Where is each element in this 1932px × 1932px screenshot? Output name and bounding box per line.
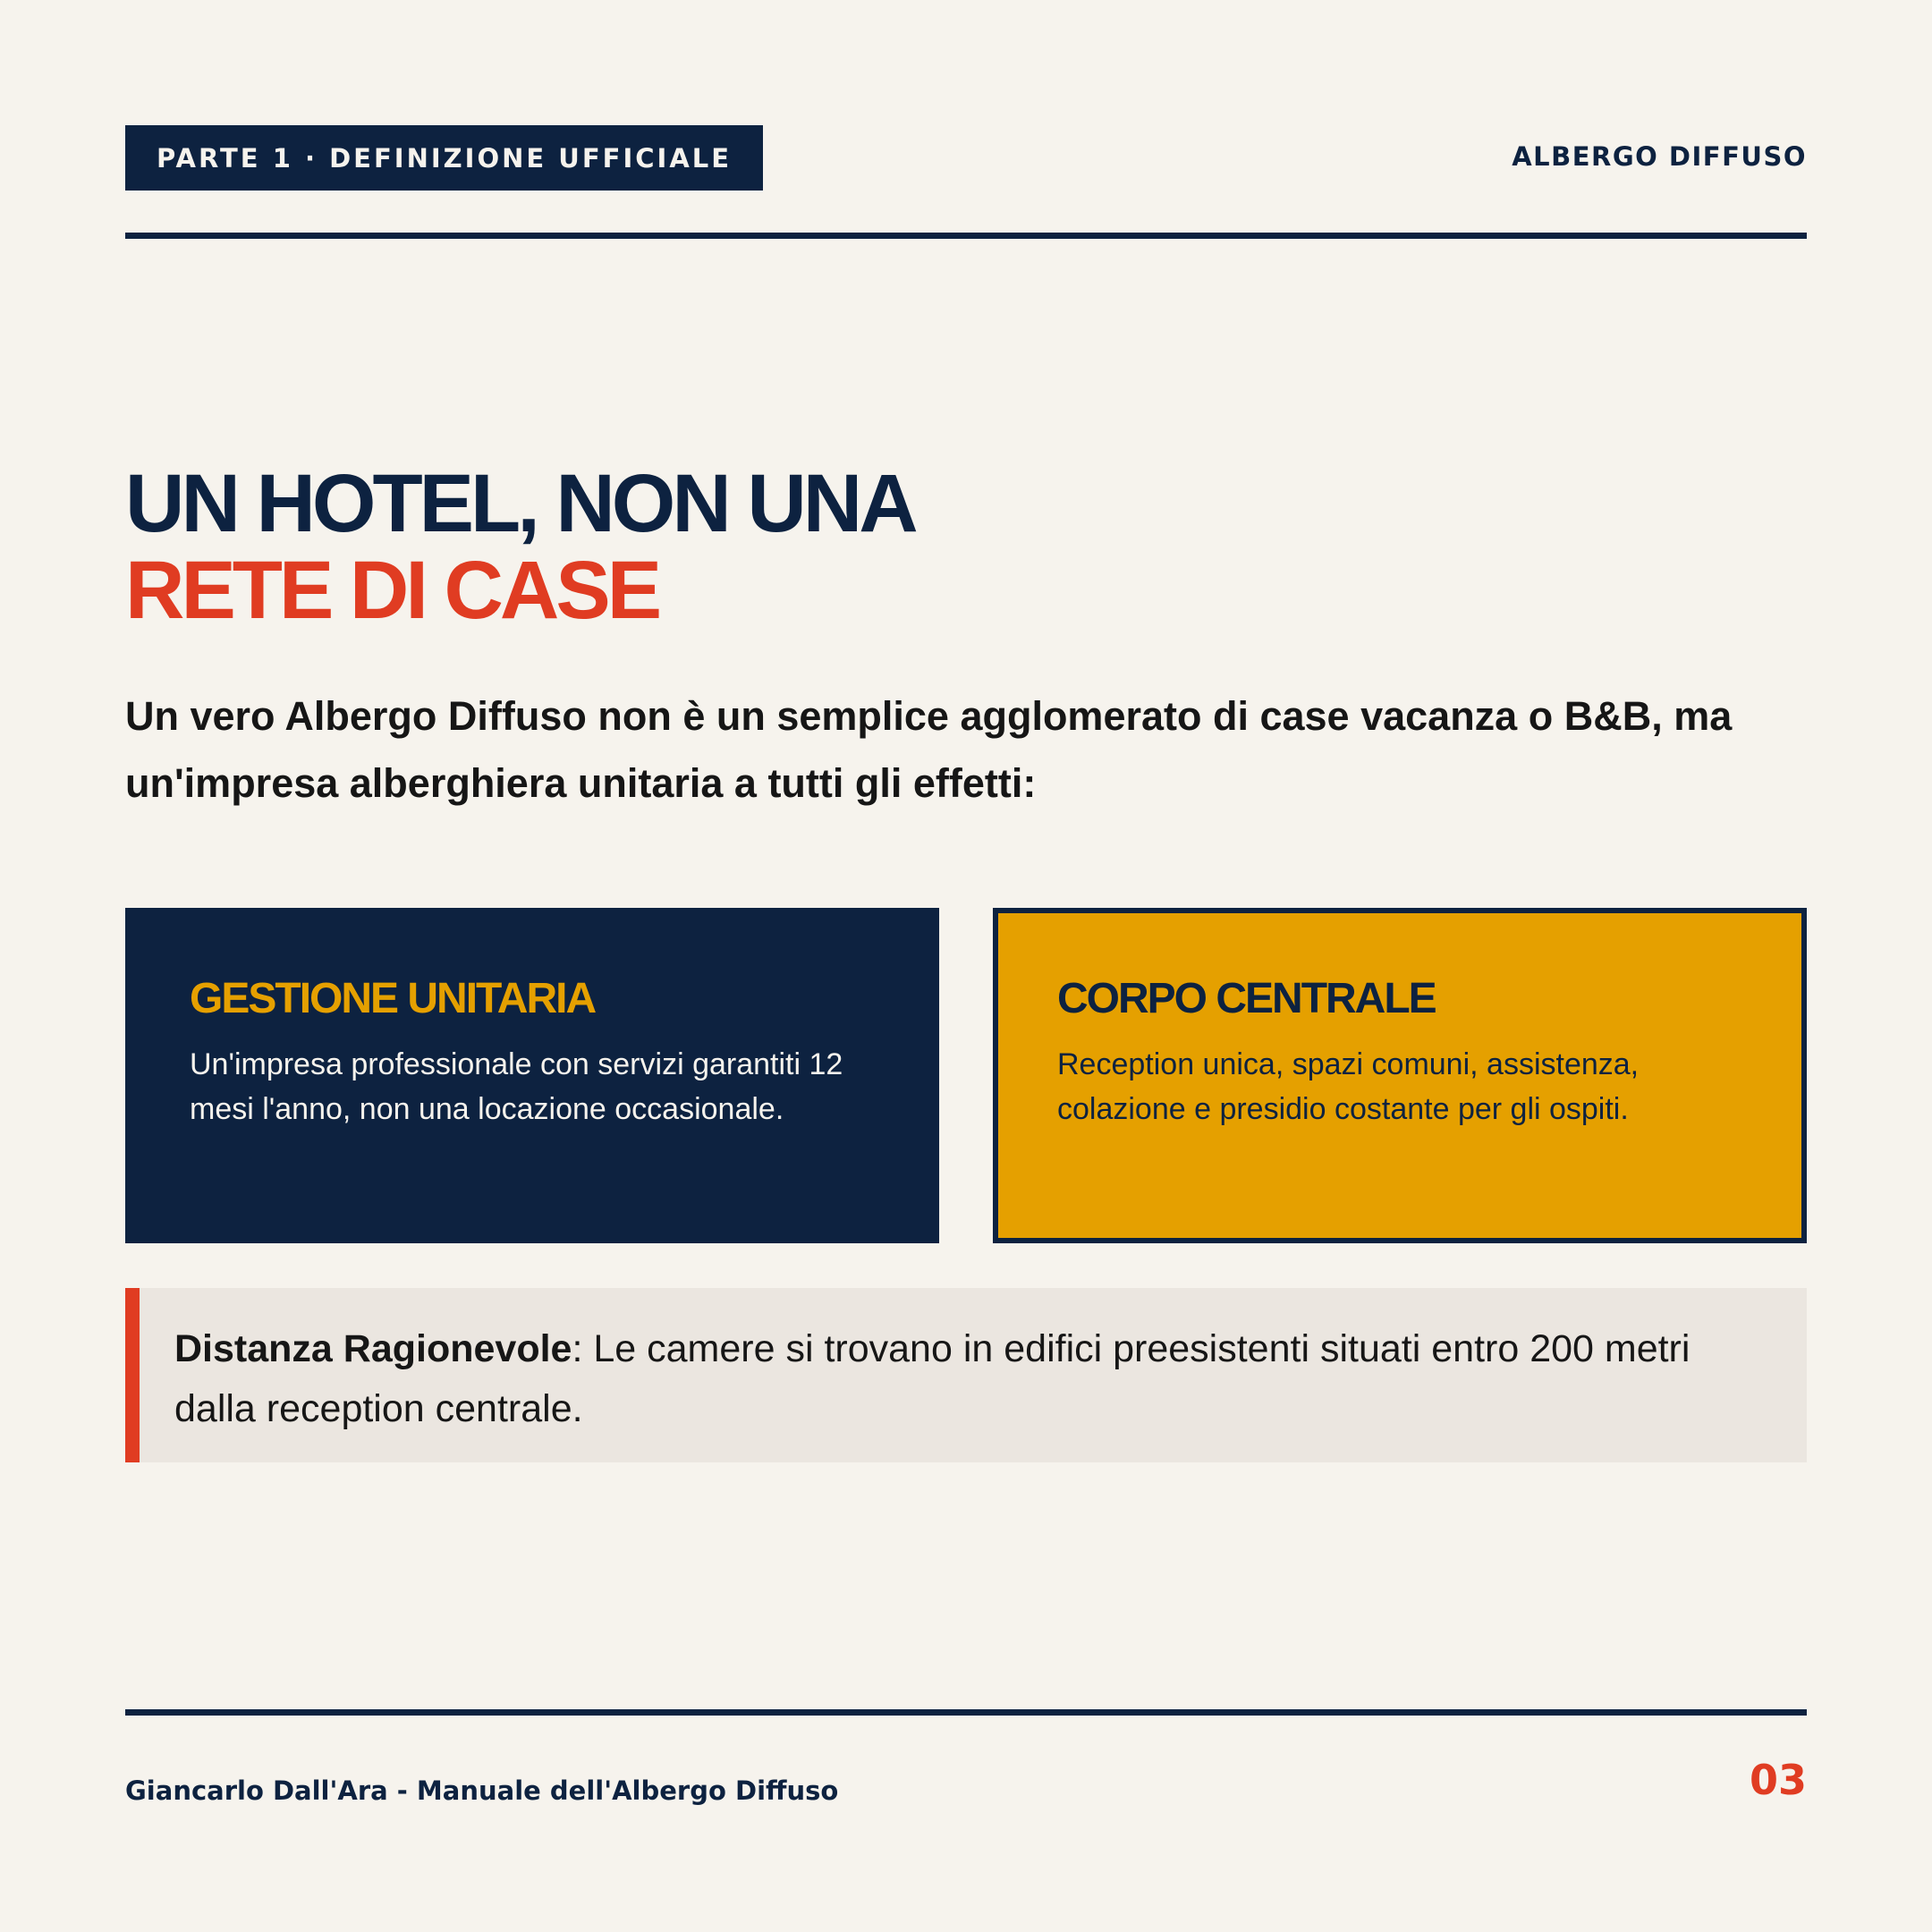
card-title: CORPO CENTRALE — [1057, 975, 1436, 1022]
intro-paragraph: Un vero Albergo Diffuso non è un semplice agglomerato di case vacanza o B&B, ma un'impresa alberghiera unitaria a tutti gli effetti: — [125, 693, 1733, 806]
callout-label: Distanza Ragionevole — [174, 1327, 572, 1370]
card-text: Un'impresa professionale con servizi garantiti 12 mesi l'anno, non una locazione occasionale. — [190, 1047, 843, 1126]
footer-credit: Giancarlo Dall'Ara - Manuale dell'Albergo Diffuso — [125, 1775, 839, 1806]
title-line-2: RETE DI CASE — [125, 545, 659, 636]
brand-label: ALBERGO DIFFUSO — [1512, 141, 1807, 172]
card-title: GESTIONE UNITARIA — [190, 975, 596, 1022]
section-label: PARTE 1 · DEFINIZIONE UFFICIALE — [156, 142, 733, 174]
page-number: 03 — [1749, 1756, 1807, 1804]
callout-text — [174, 1319, 1735, 1439]
bottom-divider — [125, 1709, 1807, 1716]
page-title — [125, 458, 915, 636]
card-gestione-unitaria — [125, 908, 939, 1243]
card-text: Reception unica, spazi comuni, assistenza, colazione e presidio costante per gli ospiti. — [1057, 1047, 1640, 1126]
callout-body: : Le camere si trovano in edifici preesistenti situati entro 200 metri dalla reception centrale. — [174, 1327, 1690, 1430]
title-line-1: UN HOTEL, NON UNA — [125, 458, 915, 549]
callout-box — [125, 1288, 1807, 1462]
card-corpo-centrale — [993, 908, 1807, 1243]
top-divider — [125, 233, 1807, 239]
section-badge — [125, 125, 763, 191]
